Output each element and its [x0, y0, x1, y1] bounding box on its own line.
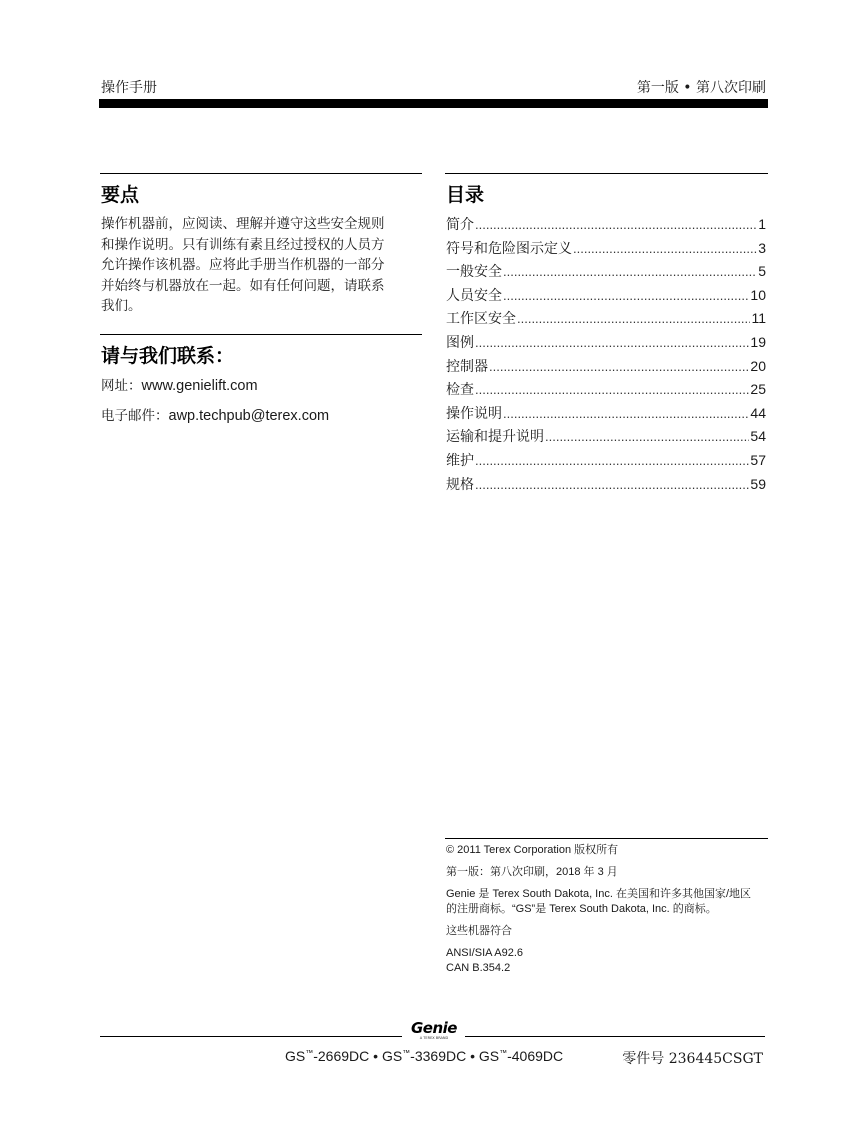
trademark-symbol: ™: [305, 1048, 314, 1058]
contact-email: [101, 406, 329, 427]
footer-line-left: [100, 1036, 402, 1037]
footer-models: [285, 1048, 563, 1064]
trademark-symbol: ™: [402, 1048, 411, 1058]
model-prefix: GS: [285, 1048, 306, 1064]
trademark-line: Genie 是 Terex South Dakota, Inc. 在美国和许多其他国家/地区: [446, 888, 752, 900]
important-line: 和操作说明。只有训练有素且经过授权的人员方: [101, 236, 385, 253]
toc-item-page: 54: [750, 428, 766, 445]
email-label: 电子邮件：: [101, 408, 169, 424]
genie-logo: [406, 1020, 462, 1040]
toc-dot-leader: [545, 429, 749, 444]
toc-item-page: 1: [758, 216, 766, 232]
model-name: -4069DC: [507, 1048, 564, 1064]
toc-item[interactable]: [446, 285, 766, 309]
trademark-symbol: ™: [499, 1048, 508, 1058]
toc-dot-leader: [573, 241, 757, 256]
toc-item-page: 44: [750, 404, 766, 421]
toc-list: [446, 214, 766, 497]
toc-item-label: 工作区安全: [446, 311, 516, 328]
toc-dot-leader: [475, 217, 757, 232]
model-name: -3369DC • GS: [410, 1048, 500, 1064]
standard-can: CAN B.354.2: [446, 962, 511, 974]
header-bar: [99, 99, 768, 108]
header-manual-title: 操作手册: [101, 80, 157, 96]
toc-item-label: 检查: [446, 382, 474, 399]
toc-item-page: 20: [750, 357, 766, 374]
important-title: 要点: [101, 184, 140, 206]
website-link[interactable]: www.genielift.com: [141, 378, 258, 394]
toc-item[interactable]: [446, 356, 766, 380]
toc-item-page: 25: [750, 381, 766, 398]
footer-part-number: 零件号 236445CSGT: [622, 1051, 763, 1067]
toc-item-page: 5: [758, 263, 766, 280]
toc-item[interactable]: [446, 332, 766, 356]
important-line: 并始终与机器放在一起。如有任何问题，请联系: [101, 277, 385, 294]
trademark-text: [446, 887, 768, 917]
standards: [446, 946, 768, 976]
toc-item-label: 简介: [446, 217, 474, 233]
toc-dot-leader: [503, 264, 757, 279]
toc-item[interactable]: [446, 261, 766, 285]
toc-item-label: 规格: [446, 476, 474, 493]
important-line: 允许操作该机器。应将此手册当作机器的一部分: [101, 257, 385, 273]
toc-dot-leader: [475, 382, 749, 397]
logo-tagline: A TEREX BRAND: [419, 1036, 449, 1040]
toc-item[interactable]: [446, 308, 766, 332]
toc-item[interactable]: [446, 379, 766, 403]
toc-item-page: 19: [750, 333, 766, 350]
contact-rule: [100, 334, 422, 335]
toc-item-label: 维护: [446, 452, 474, 469]
toc-item-label: 操作说明: [446, 405, 502, 422]
contact-website: [101, 376, 258, 397]
compliance-line: 这些机器符合: [446, 925, 512, 937]
toc-item[interactable]: [446, 474, 766, 498]
copyright-line: © 2011 Terex Corporation 版权所有: [446, 844, 619, 856]
important-line: 操作机器前，应阅读、理解并遵守这些安全规则: [101, 216, 385, 232]
toc-item-label: 一般安全: [446, 264, 502, 281]
toc-item-label: 运输和提升说明: [446, 429, 544, 446]
edition-line: 第一版：第八次印刷，2018 年 3 月: [446, 866, 618, 878]
toc-dot-leader: [475, 335, 749, 350]
copyright-rule: [445, 838, 768, 839]
toc-item-page: 3: [758, 239, 766, 256]
toc-item[interactable]: [446, 450, 766, 474]
toc-item-label: 控制器: [446, 358, 488, 375]
toc-item-page: 59: [750, 475, 766, 492]
toc-item[interactable]: [446, 214, 766, 238]
toc-dot-leader: [517, 311, 750, 326]
toc-item-page: 10: [750, 286, 766, 303]
important-line: 我们。: [101, 298, 142, 314]
toc-item[interactable]: [446, 238, 766, 262]
toc-dot-leader: [489, 359, 749, 374]
toc-dot-leader: [475, 453, 749, 468]
toc-item-label: 人员安全: [446, 287, 502, 304]
contact-title: 请与我们联系：: [101, 345, 235, 367]
footer-line-right: [465, 1036, 765, 1037]
website-label: 网址：: [101, 378, 142, 394]
email-link[interactable]: awp.techpub@terex.com: [168, 408, 330, 424]
toc-item-label: 图例: [446, 334, 474, 351]
trademark-line: 的注册商标。“GS”是 Terex South Dakota, Inc. 的商标。: [446, 903, 717, 915]
important-text: [101, 214, 423, 317]
toc-rule: [445, 173, 768, 174]
toc-dot-leader: [503, 288, 749, 303]
standard-ansi: ANSI/SIA A92.6: [446, 947, 524, 959]
important-rule: [100, 173, 422, 174]
logo-wordmark: Genie: [411, 1019, 457, 1037]
model-name: -2669DC • GS: [313, 1048, 403, 1064]
toc-dot-leader: [475, 477, 749, 492]
toc-item[interactable]: [446, 403, 766, 427]
toc-item-page: 11: [751, 310, 766, 327]
copyright-block: [446, 843, 768, 983]
toc-item[interactable]: [446, 426, 766, 450]
header-edition: 第一版 • 第八次印刷: [636, 80, 766, 96]
toc-item-label: 符号和危险图示定义: [446, 240, 572, 257]
toc-title: 目录: [446, 184, 485, 206]
toc-item-page: 57: [750, 451, 766, 468]
toc-dot-leader: [503, 406, 749, 421]
